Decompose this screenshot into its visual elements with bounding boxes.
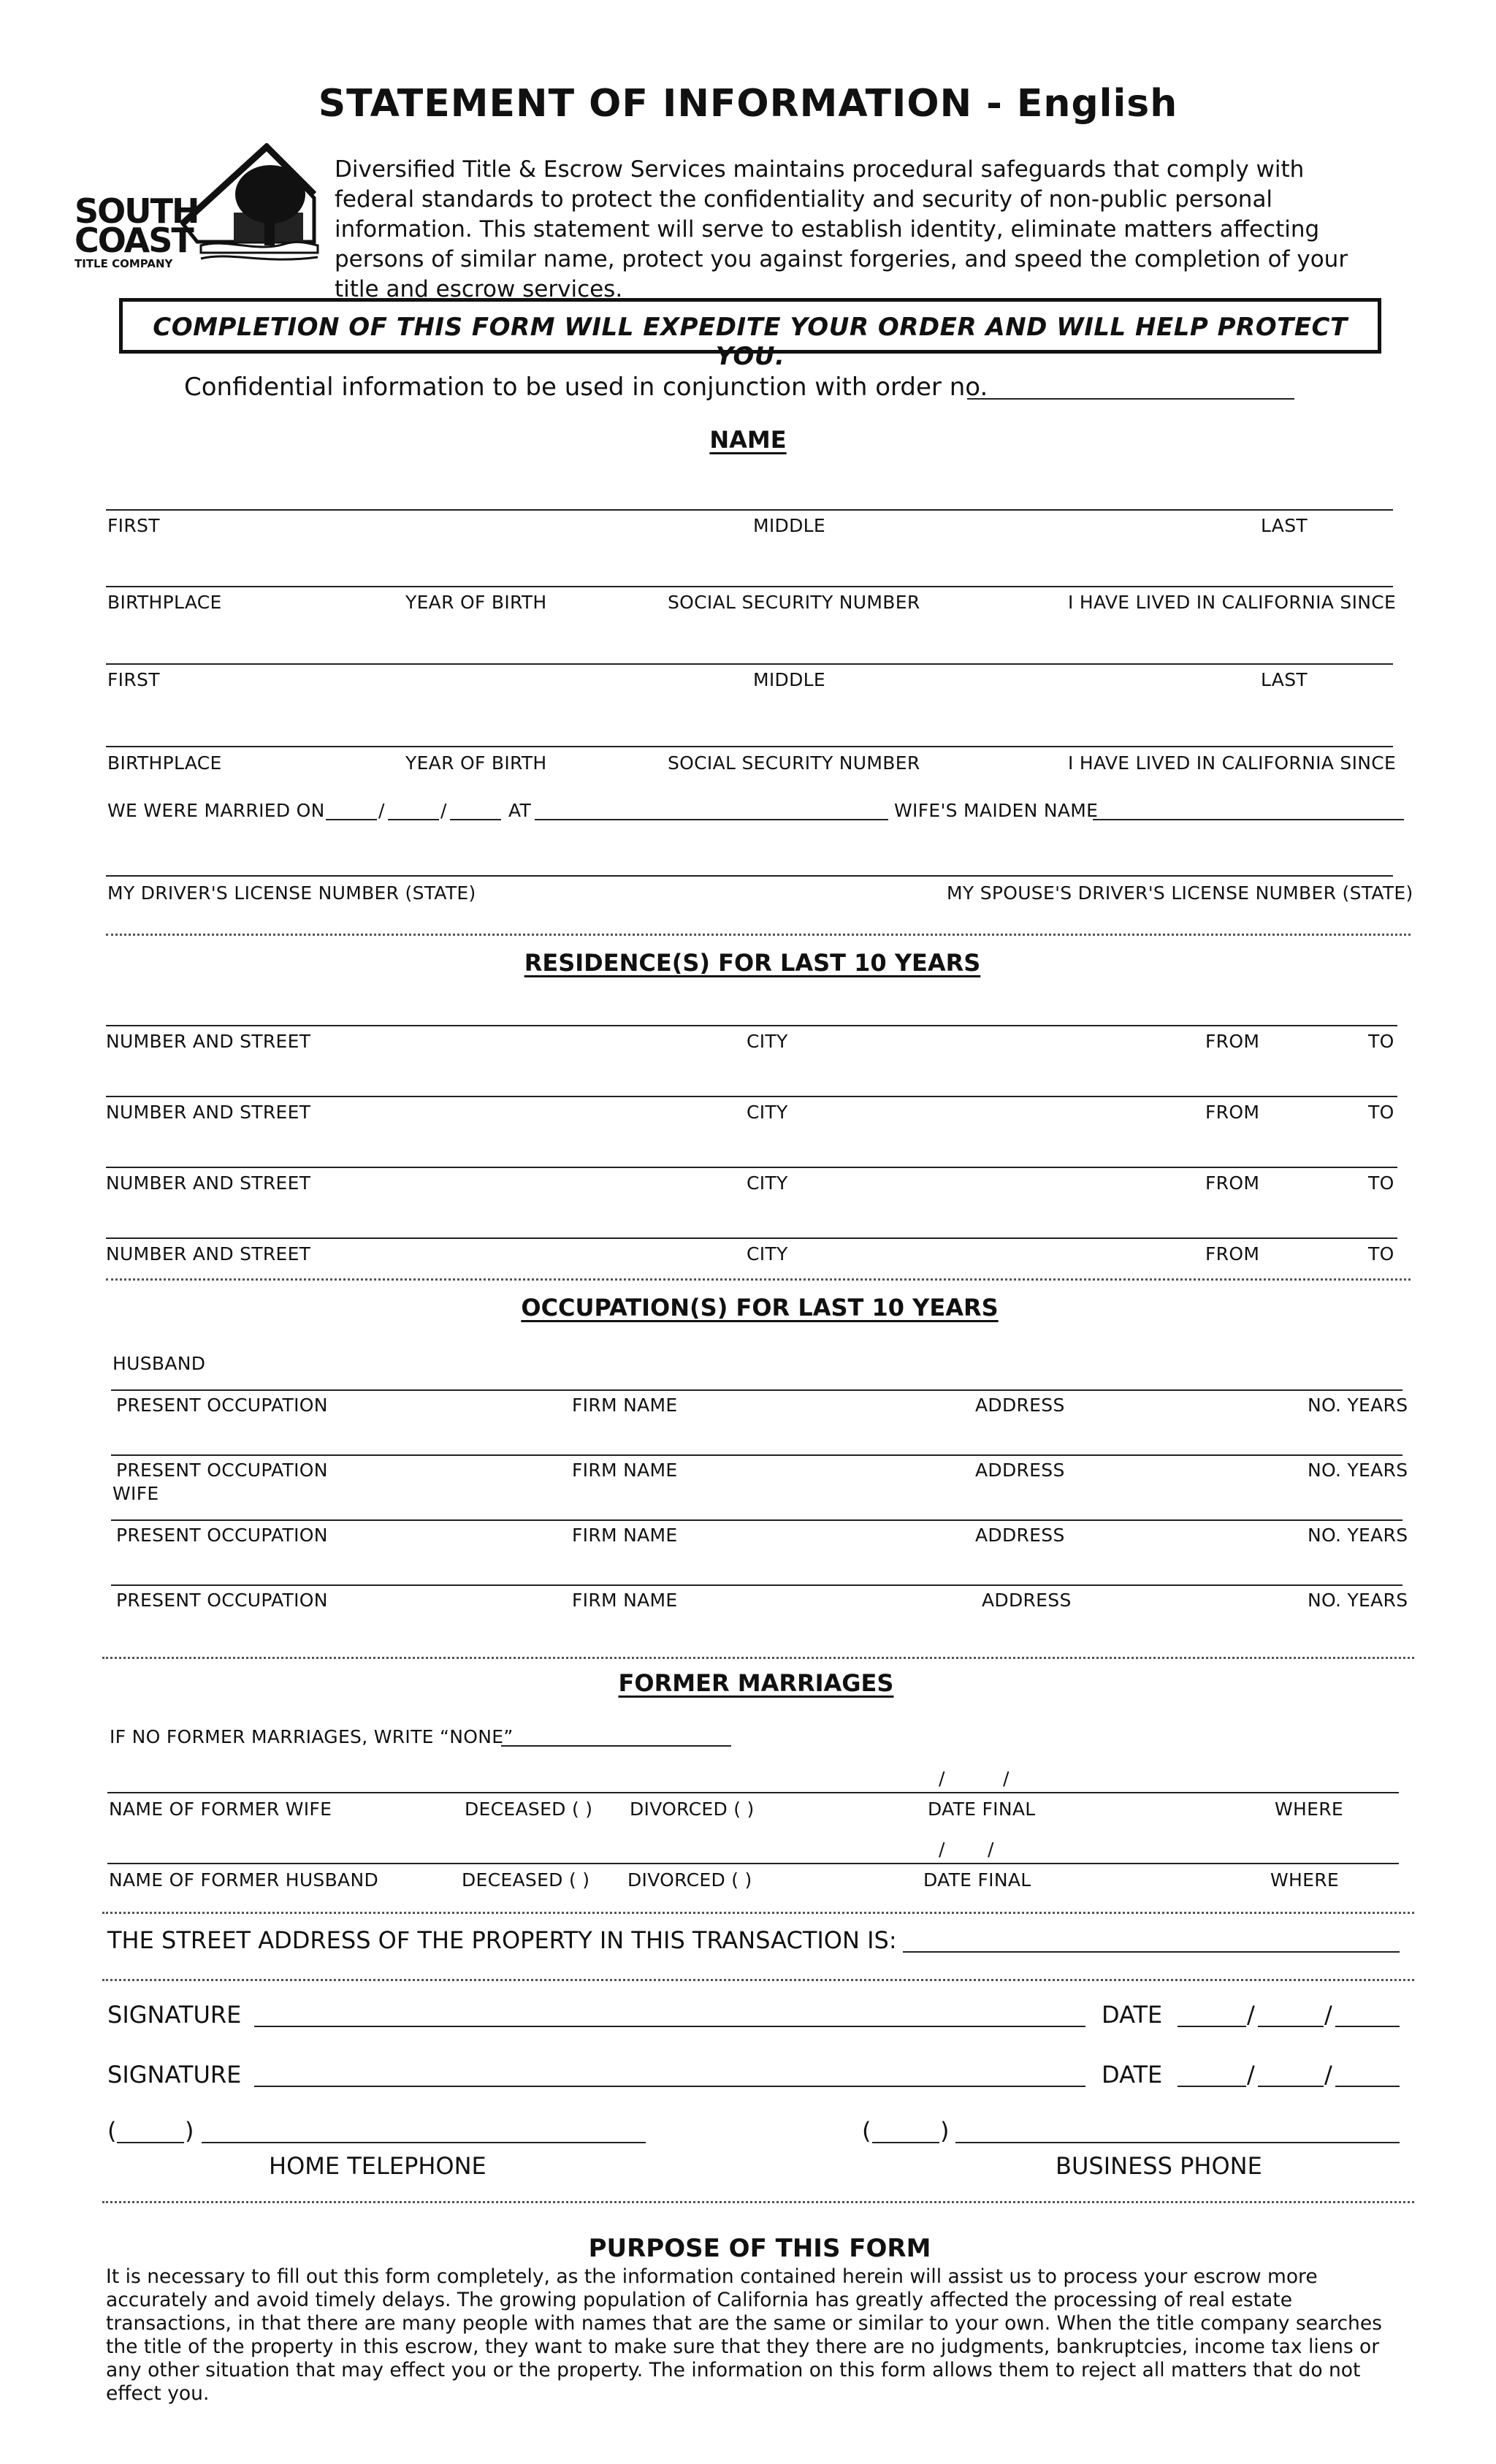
address-label: ADDRESS [975, 1395, 1065, 1416]
notice-banner [119, 298, 1381, 371]
from-label: FROM [1205, 1243, 1260, 1265]
years-label: NO. YEARS [1308, 1525, 1408, 1546]
name-heading: NAME [709, 426, 787, 454]
date-slash: / [939, 1839, 945, 1860]
years-label: NO. YEARS [1308, 1590, 1408, 1611]
area-code-paren: ( [862, 2117, 871, 2145]
first-label-2: FIRST [107, 669, 160, 690]
year-of-birth-label-2: YEAR OF BIRTH [405, 752, 547, 774]
firm-name-label: FIRM NAME [572, 1525, 678, 1546]
order-number-label: Confidential information to be used in conjunction with order no. [184, 373, 988, 402]
residence-field-1[interactable] [106, 1025, 1397, 1026]
married-on-label: WE WERE MARRIED ON [107, 800, 325, 821]
date-slash: / [1324, 2001, 1332, 2029]
lived-since-label-2: I HAVE LIVED IN CALIFORNIA SINCE [1068, 752, 1397, 774]
section-divider [102, 1979, 1414, 1981]
first-label-1: FIRST [107, 515, 160, 536]
no-former-marriages-label: IF NO FORMER MARRIAGES, WRITE “NONE” [110, 1726, 514, 1747]
home-phone-field[interactable] [202, 2142, 646, 2143]
notice-banner-text: COMPLETION OF THIS FORM WILL EXPEDITE YOUR ORDER AND WILL HELP PROTECT YOU. [153, 313, 1348, 371]
area-code-paren: ) [940, 2117, 950, 2145]
deceased-label-1: DECEASED ( ) [465, 1799, 593, 1820]
former-husband-field[interactable] [107, 1863, 1399, 1864]
birthplace-label-1: BIRTHPLACE [107, 592, 222, 613]
to-label: TO [1368, 1102, 1394, 1123]
present-occupation-label: PRESENT OCCUPATION [116, 1525, 328, 1546]
occupation-field-1[interactable] [111, 1389, 1402, 1391]
area-code-paren: ) [185, 2117, 194, 2145]
section-divider [102, 2201, 1414, 2203]
present-occupation-label: PRESENT OCCUPATION [116, 1590, 328, 1611]
where-label-1: WHERE [1275, 1799, 1343, 1820]
section-divider [102, 1657, 1414, 1659]
present-occupation-label: PRESENT OCCUPATION [116, 1395, 328, 1416]
date-slash: / [1247, 2001, 1255, 2029]
ssn-label-1: SOCIAL SECURITY NUMBER [668, 592, 920, 613]
firm-name-label: FIRM NAME [572, 1590, 678, 1611]
ssn-label-2: SOCIAL SECURITY NUMBER [668, 752, 920, 774]
former-wife-label: NAME OF FORMER WIFE [109, 1799, 332, 1820]
property-address-field[interactable] [903, 1951, 1400, 1953]
drivers-license-field[interactable] [106, 875, 1393, 877]
birthplace-label-2: BIRTHPLACE [107, 752, 222, 774]
home-telephone-label: HOME TELEPHONE [269, 2152, 486, 2180]
date-month-field-1[interactable] [1178, 2026, 1246, 2027]
form-title: STATEMENT OF INFORMATION - English [318, 82, 1178, 126]
married-place-field[interactable] [535, 819, 888, 820]
city-label: CITY [747, 1172, 788, 1194]
address-label: ADDRESS [975, 1460, 1065, 1481]
married-year-field[interactable] [450, 819, 501, 820]
street-label: NUMBER AND STREET [106, 1031, 311, 1052]
signature-label-1: SIGNATURE [107, 2001, 242, 2029]
address-label: ADDRESS [982, 1590, 1072, 1611]
middle-label-2: MIDDLE [753, 669, 825, 690]
address-label: ADDRESS [975, 1525, 1065, 1546]
year-of-birth-label-1: YEAR OF BIRTH [405, 592, 547, 613]
former-husband-label: NAME OF FORMER HUSBAND [109, 1869, 379, 1891]
from-label: FROM [1205, 1172, 1260, 1194]
date-day-field-1[interactable] [1258, 2026, 1324, 2027]
street-label: NUMBER AND STREET [106, 1102, 311, 1123]
logo-word-south: SOUTH [75, 191, 199, 231]
birthplace-field-2[interactable] [106, 746, 1393, 747]
last-label-2: LAST [1261, 669, 1308, 690]
area-code-paren: ( [107, 2117, 117, 2145]
residence-field-3[interactable] [106, 1167, 1397, 1168]
married-at-label: AT [508, 800, 532, 821]
business-area-code-field[interactable] [872, 2142, 939, 2143]
occupation-field-2[interactable] [111, 1454, 1402, 1456]
purpose-paragraph: It is necessary to fill out this form completely, as the information contained herein will assist us to process your escrow more accurately and avoid timely delays. The growing population of California has greatly affected the processing of real estate transactions, in that there are many people with names that are the same or similar to your own. When the title company searches the title of the property in this escrow, they want to make sure that they there are no judgments, bankruptcies, income tax liens or any other situation that may effect you or the property. The information on this form allows them to reject all matters that do not effect you. [106, 2265, 1382, 2405]
divorced-label-2: DIVORCED ( ) [627, 1869, 752, 1891]
former-marriages-heading: FORMER MARRIAGES [618, 1669, 894, 1697]
business-phone-label: BUSINESS PHONE [1056, 2152, 1262, 2180]
date-slash: / [988, 1839, 994, 1860]
occupation-field-3[interactable] [111, 1519, 1402, 1521]
to-label: TO [1368, 1243, 1394, 1265]
logo-word-coast: COAST [75, 221, 193, 260]
date-slash: / [1247, 2061, 1255, 2089]
date-slash: / [378, 800, 385, 821]
signature-field-2[interactable] [254, 2086, 1085, 2087]
maiden-name-field[interactable] [1093, 819, 1404, 820]
date-slash: / [939, 1768, 945, 1789]
years-label: NO. YEARS [1308, 1395, 1408, 1416]
date-final-label-1: DATE FINAL [928, 1799, 1036, 1820]
to-label: TO [1368, 1172, 1394, 1194]
date-label-2: DATE [1102, 2061, 1163, 2089]
company-logo [73, 143, 321, 275]
section-divider [106, 934, 1411, 936]
signature-field-1[interactable] [254, 2026, 1085, 2027]
deceased-label-2: DECEASED ( ) [462, 1869, 590, 1891]
date-year-field-2[interactable] [1335, 2086, 1400, 2087]
occupation-field-4[interactable] [111, 1584, 1402, 1586]
residence-heading: RESIDENCE(S) FOR LAST 10 YEARS [524, 949, 981, 977]
order-number-field[interactable] [967, 398, 1294, 400]
married-month-field[interactable] [326, 819, 377, 820]
my-license-label: MY DRIVER'S LICENSE NUMBER (STATE) [107, 882, 476, 904]
street-label: NUMBER AND STREET [106, 1243, 311, 1265]
last-label-1: LAST [1261, 515, 1308, 536]
street-label: NUMBER AND STREET [106, 1172, 311, 1194]
where-label-2: WHERE [1270, 1869, 1339, 1891]
business-phone-field[interactable] [955, 2142, 1400, 2143]
city-label: CITY [747, 1031, 788, 1052]
residence-field-4[interactable] [106, 1237, 1397, 1239]
logo-tagline: TITLE COMPANY [75, 257, 173, 270]
section-divider [106, 1278, 1411, 1281]
middle-label-1: MIDDLE [753, 515, 825, 536]
date-day-field-2[interactable] [1258, 2086, 1324, 2087]
date-label-1: DATE [1102, 2001, 1163, 2029]
section-divider [102, 1912, 1414, 1914]
date-slash: / [1324, 2061, 1332, 2089]
first-name-field-1[interactable] [106, 509, 1393, 511]
divorced-label-1: DIVORCED ( ) [630, 1799, 755, 1820]
residence-field-2[interactable] [106, 1096, 1397, 1097]
wife-label: WIFE [112, 1483, 159, 1504]
lived-since-label-1: I HAVE LIVED IN CALIFORNIA SINCE [1068, 592, 1397, 613]
occupation-heading: OCCUPATION(S) FOR LAST 10 YEARS [521, 1294, 999, 1321]
firm-name-label: FIRM NAME [572, 1460, 678, 1481]
property-address-label: THE STREET ADDRESS OF THE PROPERTY IN THIS TRANSACTION IS: [107, 1926, 897, 1954]
date-slash: / [1003, 1768, 1010, 1789]
city-label: CITY [747, 1102, 788, 1123]
first-name-field-2[interactable] [106, 663, 1393, 665]
maiden-name-label: WIFE'S MAIDEN NAME [894, 800, 1099, 821]
date-month-field-2[interactable] [1178, 2086, 1246, 2087]
birthplace-field-1[interactable] [106, 586, 1393, 587]
husband-label: HUSBAND [112, 1353, 206, 1374]
home-area-code-field[interactable] [117, 2142, 184, 2143]
signature-label-2: SIGNATURE [107, 2061, 242, 2089]
to-label: TO [1368, 1031, 1394, 1052]
date-year-field-1[interactable] [1335, 2026, 1400, 2027]
no-former-marriages-field[interactable] [501, 1745, 731, 1747]
from-label: FROM [1205, 1102, 1260, 1123]
from-label: FROM [1205, 1031, 1260, 1052]
purpose-heading: PURPOSE OF THIS FORM [588, 2234, 931, 2263]
former-wife-field[interactable] [107, 1792, 1399, 1793]
date-slash: / [440, 800, 447, 821]
city-label: CITY [747, 1243, 788, 1265]
date-final-label-2: DATE FINAL [923, 1869, 1031, 1891]
married-day-field[interactable] [388, 819, 439, 820]
intro-paragraph: Diversified Title & Escrow Services maintains procedural safeguards that comply with federal standards to protect the confidentiality and security of non-public personal information. This statement will serve to establish identity, eliminate matters affecting persons of similar name, protect you against forgeries, and speed the completion of your title and escrow services. [335, 156, 1348, 302]
spouse-license-label: MY SPOUSE'S DRIVER'S LICENSE NUMBER (STATE) [947, 882, 1413, 904]
years-label: NO. YEARS [1308, 1460, 1408, 1481]
firm-name-label: FIRM NAME [572, 1395, 678, 1416]
present-occupation-label: PRESENT OCCUPATION [116, 1460, 328, 1481]
